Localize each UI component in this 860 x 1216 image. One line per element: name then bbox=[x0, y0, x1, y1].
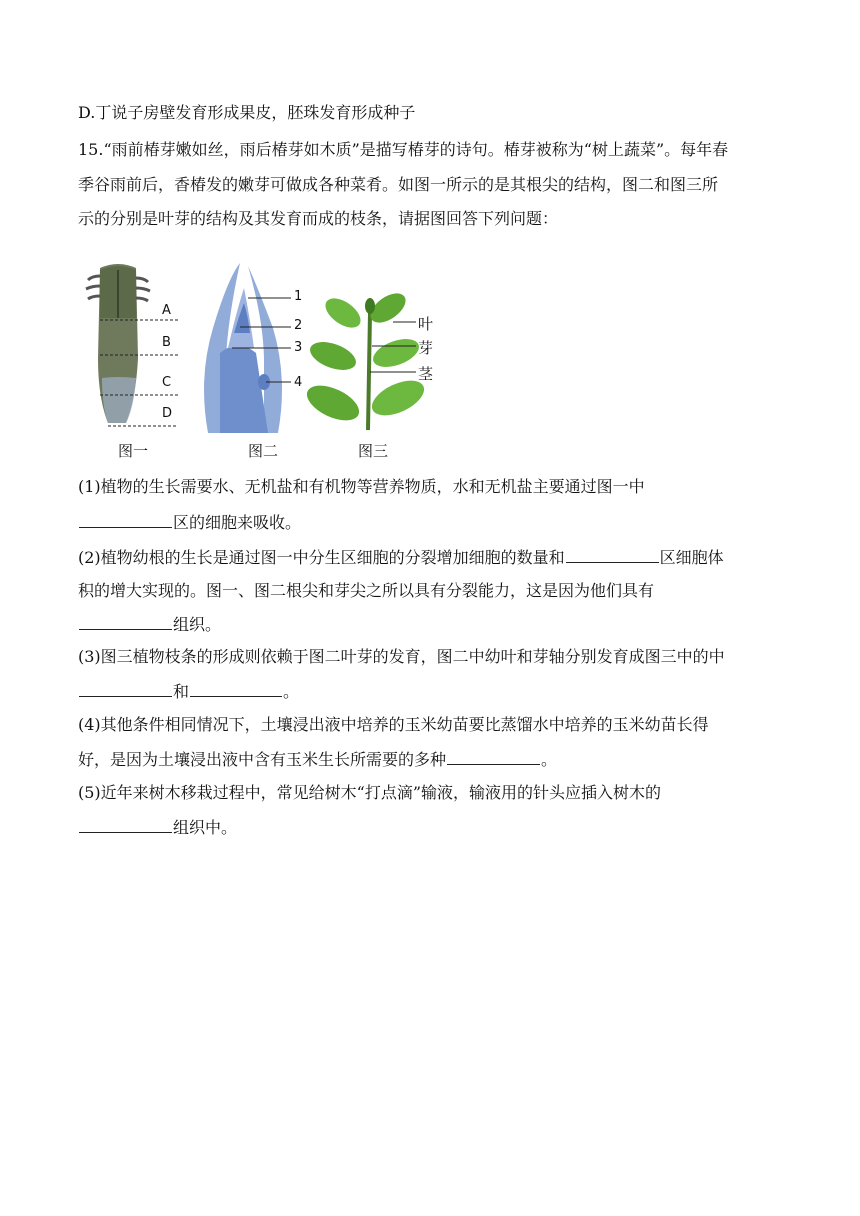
part-3-line-1: (3)图三植物枝条的形成则依赖于图二叶芽的发育，图二中幼叶和芽轴分别发育成图三中的中 bbox=[78, 647, 725, 666]
answer-blank-4[interactable] bbox=[79, 681, 172, 697]
part-5-line-2 bbox=[78, 817, 237, 838]
figure-1-caption: 图一 bbox=[118, 442, 149, 460]
part-2-line-1 bbox=[78, 547, 724, 568]
part-2-line-1-tail: 区细胞体 bbox=[659, 548, 724, 567]
part-1-line-1: (1)植物的生长需要水、无机盐和有机物等营养物质，水和无机盐主要通过图一中 bbox=[78, 477, 645, 496]
part-1-line-2-text: 区的细胞来吸收。 bbox=[173, 513, 302, 532]
figure-3-caption: 图三 bbox=[358, 442, 389, 460]
part-4-line-1: (4)其他条件相同情况下，土壤浸出液中培养的玉米幼苗要比蒸馏水中培养的玉米幼苗长得 bbox=[78, 715, 709, 734]
part-5-line-2-text: 组织中。 bbox=[173, 818, 238, 837]
answer-blank-7[interactable] bbox=[79, 817, 172, 833]
fig1-mark-b: B bbox=[162, 335, 171, 350]
figure-2-caption: 图二 bbox=[248, 442, 279, 460]
answer-blank-6[interactable] bbox=[447, 749, 540, 765]
answer-blank-3[interactable] bbox=[79, 614, 172, 630]
part-4-line-2 bbox=[78, 749, 557, 770]
fig2-mark-1: 1 bbox=[294, 289, 303, 304]
plant-structure-figure bbox=[78, 258, 448, 463]
fig3-mark-stem: 茎 bbox=[418, 365, 434, 383]
fig2-mark-4: 4 bbox=[294, 375, 303, 390]
answer-blank-2[interactable] bbox=[566, 547, 659, 563]
part-5-line-1: (5)近年来树木移栽过程中，常见给树木“打点滴”输液，输液用的针头应插入树木的 bbox=[78, 783, 662, 802]
part-2-line-3 bbox=[78, 614, 221, 635]
figure-panel bbox=[78, 258, 448, 463]
option-d: D.丁说子房壁发育形成果皮，胚珠发育形成种子 bbox=[78, 103, 416, 122]
fig1-mark-d: D bbox=[162, 406, 173, 421]
fig3-mark-leaf: 叶 bbox=[418, 315, 434, 333]
part-3-line-2-end: 。 bbox=[283, 682, 300, 701]
fig3-mark-bud: 芽 bbox=[418, 339, 434, 357]
question-15-line-1: 15.“雨前椿芽嫩如丝，雨后椿芽如木质”是描写椿芽的诗句。椿芽被称为“树上蔬菜”。每年春 bbox=[78, 140, 729, 159]
fig2-mark-3: 3 bbox=[294, 340, 303, 355]
answer-blank-1[interactable] bbox=[79, 512, 172, 528]
answer-blank-5[interactable] bbox=[190, 681, 282, 697]
part-2-line-3-text: 组织。 bbox=[173, 615, 222, 634]
part-2-line-1-text: (2)植物幼根的生长是通过图一中分生区细胞的分裂增加细胞的数量和 bbox=[78, 548, 565, 567]
question-15-line-2: 季谷雨前后，香椿发的嫩芽可做成各种菜肴。如图一所示的是其根尖的结构，图二和图三所 bbox=[78, 175, 719, 194]
part-3-line-2-mid: 和 bbox=[173, 682, 190, 701]
part-4-line-2-end: 。 bbox=[541, 750, 558, 769]
part-4-line-2-text: 好，是因为土壤浸出液中含有玉米生长所需要的多种 bbox=[78, 750, 447, 769]
fig2-mark-2: 2 bbox=[294, 318, 303, 333]
leaf-bud-diagram bbox=[204, 263, 291, 433]
part-1-line-2 bbox=[78, 512, 301, 533]
branch-diagram bbox=[302, 288, 430, 430]
part-3-line-2 bbox=[78, 681, 299, 702]
part-2-line-2: 积的增大实现的。图一、图二根尖和芽尖之所以具有分裂能力，这是因为他们具有 bbox=[78, 581, 655, 600]
fig1-mark-a: A bbox=[162, 303, 171, 318]
fig1-mark-c: C bbox=[162, 375, 172, 390]
question-15-line-3: 示的分别是叶芽的结构及其发育而成的枝条，请据图回答下列问题： bbox=[78, 209, 559, 228]
